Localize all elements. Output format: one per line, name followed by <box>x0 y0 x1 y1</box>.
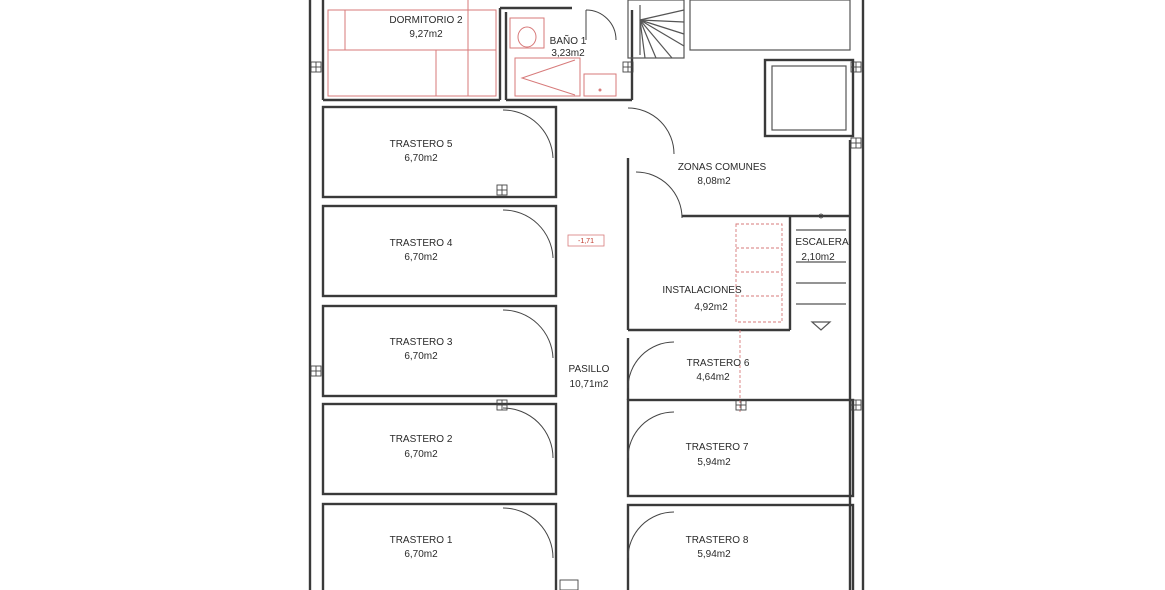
room-name-trastero-8: TRASTERO 8 <box>685 535 749 546</box>
room-area-trastero-5: 6,70m2 <box>404 153 438 164</box>
room-name-trastero-5: TRASTERO 5 <box>389 139 453 150</box>
room-area-instalaciones: 4,92m2 <box>694 302 728 313</box>
room-name-trastero-7: TRASTERO 7 <box>685 442 749 453</box>
room-name-escalera: ESCALERA <box>795 237 849 248</box>
room-name-trastero-2: TRASTERO 2 <box>389 434 453 445</box>
room-area-zonas-comunes: 8,08m2 <box>697 176 731 187</box>
level-mark: -1,71 <box>578 238 594 245</box>
room-name-zonas-comunes: ZONAS COMUNES <box>677 162 767 173</box>
room-area-trastero-6: 4,64m2 <box>696 372 730 383</box>
room-name-instalaciones: INSTALACIONES <box>662 285 742 296</box>
room-area-dormitorio-2: 9,27m2 <box>409 29 443 40</box>
storage-walls-left <box>323 107 556 590</box>
room-name-trastero-3: TRASTERO 3 <box>389 337 453 348</box>
room-name-bano-1: BAÑO 1 <box>549 36 587 47</box>
room-name-trastero-6: TRASTERO 6 <box>686 358 750 369</box>
room-area-pasillo: 10,71m2 <box>569 379 609 390</box>
room-name-trastero-1: TRASTERO 1 <box>389 535 453 546</box>
room-area-trastero-4: 6,70m2 <box>404 252 438 263</box>
room-name-dormitorio-2: DORMITORIO 2 <box>389 15 463 26</box>
room-area-trastero-8: 5,94m2 <box>697 549 731 560</box>
room-area-trastero-1: 6,70m2 <box>404 549 438 560</box>
room-area-trastero-7: 5,94m2 <box>697 457 731 468</box>
doors <box>503 108 682 558</box>
room-area-trastero-3: 6,70m2 <box>404 351 438 362</box>
room-area-trastero-2: 6,70m2 <box>404 449 438 460</box>
top-stair <box>628 0 850 58</box>
room-name-pasillo: PASILLO <box>568 364 610 375</box>
room-area-bano-1: 3,23m2 <box>551 48 585 59</box>
room-name-trastero-4: TRASTERO 4 <box>389 238 453 249</box>
elevator <box>765 60 853 136</box>
room-area-escalera: 2,10m2 <box>801 252 835 263</box>
